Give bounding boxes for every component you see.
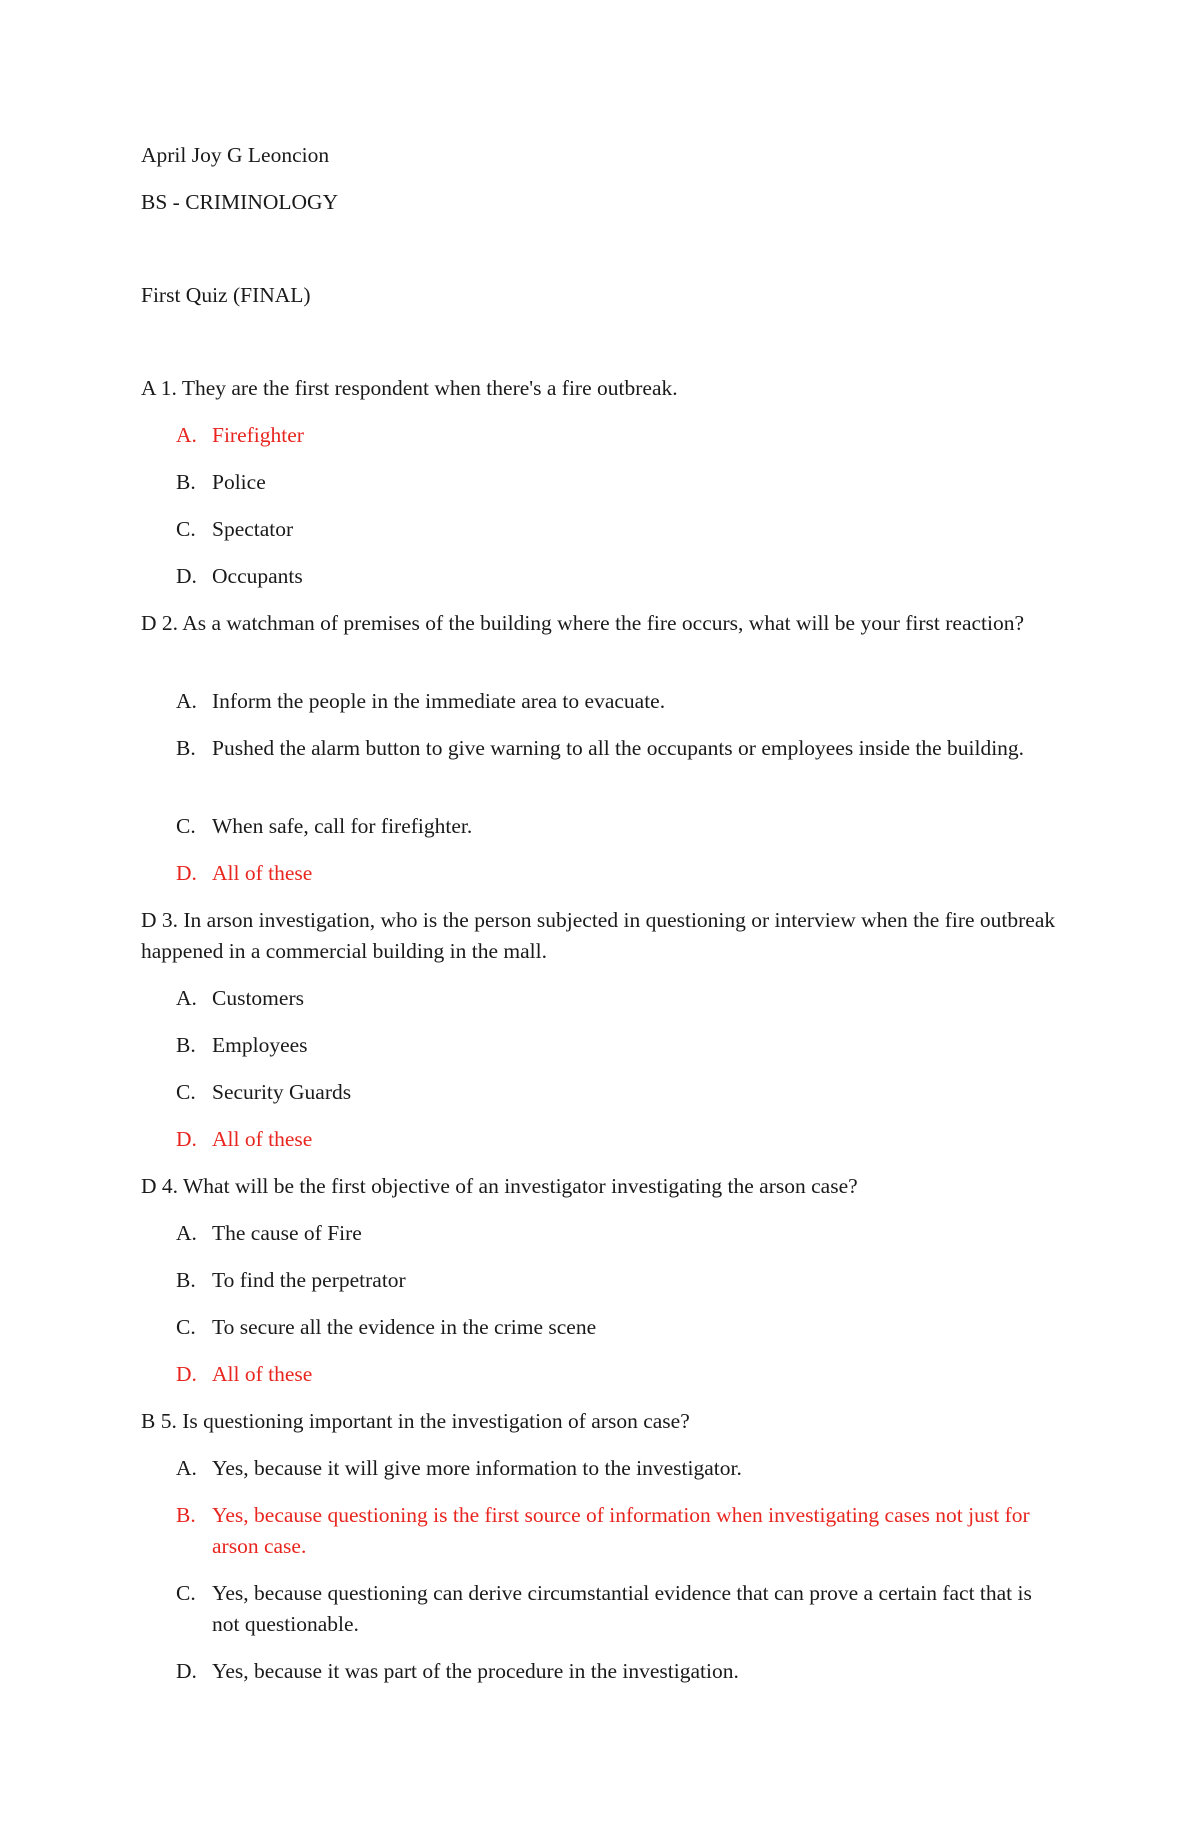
quiz-title: First Quiz (FINAL) (141, 283, 311, 307)
option-letter: A. (176, 1221, 197, 1245)
question-3-option-d (176, 1124, 1056, 1155)
option-letter: B. (176, 1268, 196, 1292)
option-text: Yes, because questioning can derive circumstantial evidence that can prove a certain fact that is not questionable. (212, 1581, 1032, 1636)
option-letter: C. (176, 1581, 196, 1605)
question-1-option-c (176, 514, 1056, 545)
question-4-option-c (176, 1312, 1056, 1343)
option-text: To secure all the evidence in the crime scene (212, 1315, 597, 1339)
option-text: Yes, because questioning is the first source of information when investigating cases not just for arson case. (212, 1503, 1030, 1558)
option-letter: D. (176, 1659, 197, 1683)
option-text: Inform the people in the immediate area to evacuate. (212, 689, 666, 713)
option-letter: A. (176, 423, 197, 447)
option-letter: C. (176, 1080, 196, 1104)
question-1-option-d (176, 561, 1056, 592)
question-5-prompt: B 5. Is questioning important in the investigation of arson case? (141, 1409, 690, 1433)
option-text: When safe, call for firefighter. (212, 814, 473, 838)
option-letter: D. (176, 1127, 197, 1151)
option-letter: C. (176, 814, 196, 838)
option-text: To find the perpetrator (212, 1268, 406, 1292)
question-4-prompt: D 4. What will be the first objective of an investigator investigating the arson case? (141, 1174, 858, 1198)
option-text: Spectator (212, 517, 294, 541)
option-text: Firefighter (212, 423, 304, 447)
question-2-prompt: D 2. As a watchman of premises of the building where the fire occurs, what will be your first reaction? (141, 611, 1025, 635)
option-text: The cause of Fire (212, 1221, 362, 1245)
question-5-option-a (176, 1453, 1056, 1484)
option-letter: D. (176, 1362, 197, 1386)
option-text: Security Guards (212, 1080, 352, 1104)
question-4-option-d (176, 1359, 1056, 1390)
option-letter: B. (176, 1503, 196, 1527)
option-text: All of these (212, 861, 313, 885)
option-letter: B. (176, 470, 196, 494)
question-2-option-b (176, 733, 1056, 764)
question-1-option-b (176, 467, 1056, 498)
option-text: All of these (212, 1127, 313, 1151)
question-2-option-a (176, 686, 1056, 717)
student-name: April Joy G Leoncion (141, 143, 330, 167)
question-2-option-c (176, 811, 1056, 842)
option-text: Occupants (212, 564, 303, 588)
option-text: All of these (212, 1362, 313, 1386)
option-letter: C. (176, 517, 196, 541)
option-text: Yes, because it was part of the procedure in the investigation. (212, 1659, 739, 1683)
option-letter: C. (176, 1315, 196, 1339)
question-3-option-b (176, 1030, 1056, 1061)
option-letter: A. (176, 1456, 197, 1480)
question-4-option-b (176, 1265, 1056, 1296)
option-letter: A. (176, 986, 197, 1010)
option-letter: D. (176, 861, 197, 885)
question-3-option-a (176, 983, 1056, 1014)
question-1-prompt: A 1. They are the first respondent when there's a fire outbreak. (141, 376, 678, 400)
option-text: Employees (212, 1033, 308, 1057)
option-letter: B. (176, 1033, 196, 1057)
question-1-option-a (176, 420, 1056, 451)
option-text: Yes, because it will give more information to the investigator. (212, 1456, 742, 1480)
question-4-option-a (176, 1218, 1056, 1249)
option-letter: B. (176, 736, 196, 760)
question-2-option-d (176, 858, 1056, 889)
question-5-option-d (176, 1656, 1056, 1687)
option-letter: D. (176, 564, 197, 588)
question-3-prompt: D 3. In arson investigation, who is the person subjected in questioning or interview when the fire outbreak happened in a commercial building in the mall. (141, 908, 1056, 963)
option-letter: A. (176, 689, 197, 713)
option-text: Customers (212, 986, 304, 1010)
student-program: BS - CRIMINOLOGY (141, 190, 339, 214)
question-5-option-b (176, 1500, 1056, 1562)
option-text: Pushed the alarm button to give warning to all the occupants or employees inside the building. (212, 736, 1025, 760)
option-text: Police (212, 470, 266, 494)
question-5-option-c (176, 1578, 1056, 1640)
question-3-option-c (176, 1077, 1056, 1108)
